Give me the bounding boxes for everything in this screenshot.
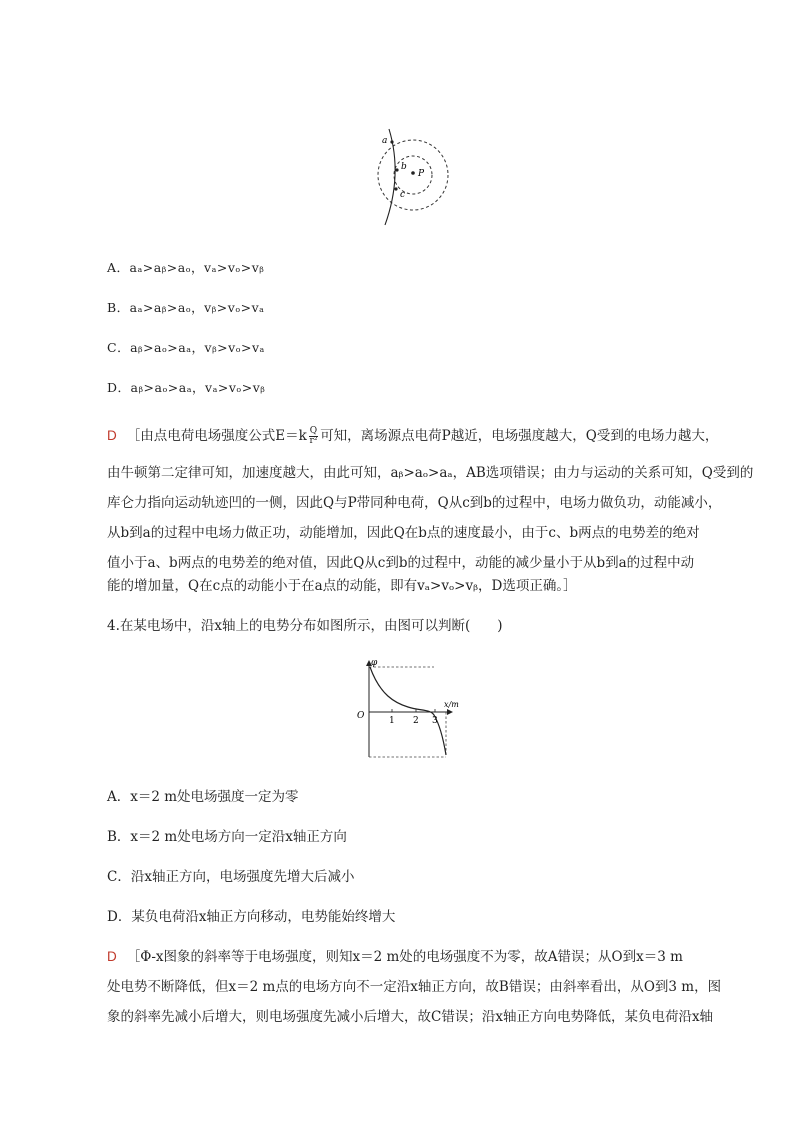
q3-explanation-line-6: 能的增加量，Q在c点的动能小于在a点的动能，即有vₐ>vₒ>vᵦ，D选项正确。］ [107, 578, 577, 594]
origin-label: O [357, 711, 365, 721]
q4-explanation-line-3: 象的斜率先减小后增大，则电场强度先减小后增大，故C错误；沿x轴正方向电势降低，某负电荷沿x轴 [107, 1009, 714, 1025]
formula-fraction [309, 427, 318, 446]
point-p [411, 171, 415, 175]
fraction-numerator: Q [309, 426, 318, 436]
q4-option-b: B．x＝2 m处电场方向一定沿x轴正方向 [107, 829, 347, 845]
q4-answer-letter: D [107, 949, 117, 964]
point-c [394, 187, 397, 190]
q3-explanation-line-3: 库仑力指向运动轨迹凹的一侧，因此Q与P带同种电荷，Q从c到b的过程中，电场力做负功，动能减小， [107, 495, 722, 511]
q4-option-d: D．某负电荷沿x轴正方向移动，电势能始终增大 [107, 909, 396, 925]
q4-stem: 4.在某电场中，沿x轴上的电势分布如图所示，由图可以判断( ) [107, 618, 503, 634]
tick-label-1: 1 [389, 716, 395, 726]
trajectory-figure [365, 125, 460, 230]
q4-option-c: C．沿x轴正方向，电场强度先增大后减小 [107, 869, 355, 885]
q3-explanation-line-1 [107, 426, 718, 446]
point-b [395, 168, 398, 171]
q3-expl-post: 可知，离场源点电荷P越近，电场强度越大，Q受到的电场力越大， [320, 428, 719, 444]
point-a [390, 140, 393, 143]
y-axis-label: φ [371, 658, 378, 668]
q3-expl-pre: ［由点电荷电场强度公式E＝k [126, 428, 307, 444]
q3-explanation-line-2: 由牛顿第二定律可知，加速度越大，由此可知，aᵦ>aₒ>aₐ，AB选项错误；由力与运动的关系可知，Q受到的 [107, 465, 754, 481]
q3-explanation-line-5: 值小于a、b两点的电势差的绝对值，因此Q从c到b的过程中，动能的减少量小于从b到a的过程中动 [107, 555, 695, 571]
fraction-denominator: r² [309, 436, 318, 446]
label-b: b [401, 162, 407, 172]
q4-expl-1-text: ［Φ-x图象的斜率等于电场强度，则知x＝2 m处的电场强度不为零，故A错误；从O到x＝3 m [126, 949, 683, 965]
q4-explanation-line-1 [107, 947, 683, 967]
q3-option-d: D．aᵦ>aₒ>aₐ，vₐ>vₒ>vᵦ [107, 380, 266, 395]
q3-option-b: B．aₐ>aᵦ>aₒ，vᵦ>vₒ>vₐ [107, 300, 265, 315]
q3-option-a: A．aₐ>aᵦ>aₒ，vₐ>vₒ>vᵦ [107, 260, 265, 275]
outer-dashed-circle [378, 140, 448, 210]
q3-explanation-line-4: 从b到a的过程中电场力做正功，动能增加，因此Q在b点的速度最小，由于c、b两点的电势差的绝对 [107, 525, 700, 541]
q3-answer-letter: D [107, 428, 117, 443]
tick-label-3: 3 [432, 716, 438, 726]
label-a: a [382, 136, 388, 146]
phi-x-graph [350, 655, 460, 765]
q3-option-c: C．aᵦ>aₒ>aₐ，vᵦ>vₒ>vₐ [107, 340, 265, 355]
label-p: P [418, 169, 425, 179]
tick-label-2: 2 [413, 716, 419, 726]
x-axis-label: x/m [444, 700, 459, 709]
q4-option-a: A．x＝2 m处电场强度一定为零 [107, 789, 299, 805]
q4-explanation-line-2: 处电势不断降低，但x＝2 m点的电场方向不一定沿x轴正方向，故B错误；由斜率看出，从O到3 m，图 [107, 979, 722, 995]
inner-dashed-circle [394, 156, 432, 194]
label-c: c [400, 190, 406, 200]
